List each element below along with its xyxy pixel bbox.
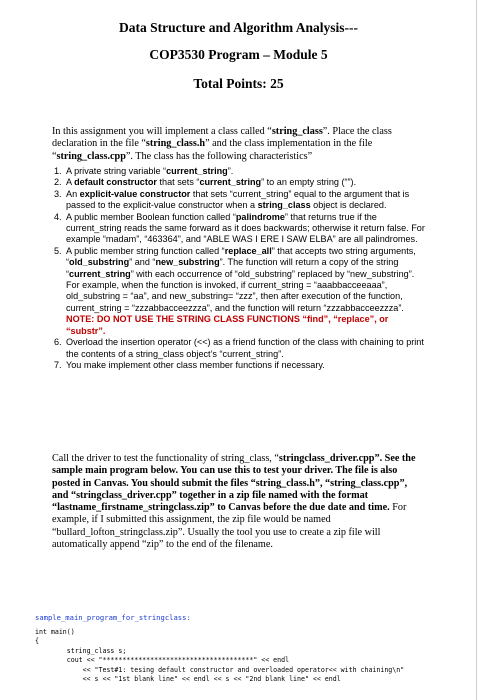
requirement-text: ” and “ [129, 257, 156, 268]
requirement-text: An [66, 188, 80, 199]
requirement-item [54, 360, 430, 371]
code-line: << "Test#1: tesing default constructor and overloaded operator<< with chaining\n" [35, 665, 405, 674]
requirement-number: 7. [54, 359, 62, 370]
requirement-item [54, 189, 430, 212]
requirement-text: You make implement other class member functions if necessary. [66, 359, 325, 370]
requirement-text: that sets “ [156, 177, 200, 188]
requirement-number: 3. [54, 188, 62, 199]
code-block [35, 628, 465, 684]
code-line: { [35, 637, 39, 646]
requirement-item [54, 212, 430, 246]
requirement-text: palindrome [235, 211, 285, 222]
code-line: << s << "1st blank line" << endl << s << "2nd blank line" << endl [35, 675, 341, 684]
requirement-text: new_substring [155, 257, 220, 268]
requirement-number: 4. [54, 211, 62, 222]
requirement-text: ”. The function will return a copy of the string “ [66, 257, 399, 279]
requirement-text: ” that accepts two string arguments, “ [66, 245, 416, 268]
requirement-text: explicit-value constructor [79, 188, 191, 199]
requirement-note: NOTE: DO NOT USE THE STRING CLASS FUNCTIONS “find”, “replace”, or “substr”. [66, 314, 389, 336]
requirement-text: that sets “current_string” equal to the argument that is passed to the explicit-value constructor when a [66, 188, 410, 211]
requirements-list [54, 166, 430, 371]
code-line: int main() [35, 628, 75, 636]
requirement-text: Overload the insertion operator (<<) as a friend function of the class with chaining to print the contents of a string_class object’s “current_string”. [66, 337, 424, 359]
requirement-text: A public member Boolean function called “ [66, 211, 236, 222]
requirement-number: 1. [54, 166, 62, 176]
code-line: string_class s; [35, 646, 127, 655]
requirement-text: default constructor [74, 177, 157, 188]
course-module-title: COP3530 Program – Module 5 [149, 47, 328, 62]
code-line: cout << "**************************************" << endl [35, 656, 290, 665]
requirement-text: A [66, 177, 75, 188]
requirement-text: ” to an empty string (“”). [261, 177, 357, 188]
document-title: Data Structure and Algorithm Analysis--- [118, 20, 358, 35]
requirement-text: current_string [199, 177, 262, 188]
requirement-text: object is declared. [310, 200, 387, 211]
requirement-number: 6. [54, 337, 62, 348]
requirement-item [54, 166, 430, 177]
requirement-text: string_class [257, 200, 311, 211]
requirement-item [54, 337, 430, 360]
driver-paragraph: Call the driver to test the functionality of string_class, “stringclass_driver.cpp”. See the sample main program below. You can use this to test your driver. The file is also posted in Canvas. You should submit the files “string_class.h”, “string_class.cpp”, and “stringclass_driver.cpp” together in a zip file named with the format “lastname_firstname_stringclass.zip” to Canvas before the due date and time. For example, if I submitted this assignment, the zip file would be named “bullard_lofton_stringclass.zip”. Usually the tool you use to create a zip file will automatically append “zip” to the end of the filename. [52, 453, 416, 551]
requirement-text: ” that returns true if the current_string reads the same forward as it does backwards; otherwise it return false. For example “madam”, “463364”, and “ABLE WAS I ERE I SAW ELBA” are all palindromes. [66, 211, 425, 245]
code-label: sample_main_program_for_stringclass: [35, 613, 191, 622]
requirement-text: current_string [69, 268, 131, 279]
requirement-number: 2. [54, 177, 62, 188]
intro-paragraph: In this assignment you will implement a class called “string_class”. Place the class declaration in the file “string_class.h” and the class implementation in the file “string_class.cpp”. The class has the following characteristics” [52, 126, 392, 162]
requirement-text: A public member string function called “ [66, 245, 225, 256]
total-points: Total Points: 25 [193, 76, 284, 91]
requirement-text: ”. [227, 166, 234, 176]
requirement-item [54, 177, 430, 188]
requirement-text: old_substring [69, 257, 130, 268]
requirement-text: A private string variable “ [66, 166, 167, 176]
requirement-text: ” with each occurrence of “old_substring” replaced by “new_substring”. For example, when the function is invoked, if current_string = “aaabbacceeaaa”, old_substring = “aa”, and new_substring= “zzz”, then after execution of the function, current_string = “zzzabbacceezzza”, and the function will return “zzzabbacceezzza”. [66, 268, 415, 313]
requirement-text: replace_all [224, 245, 272, 256]
requirement-item [54, 246, 430, 337]
requirement-number: 5. [54, 245, 62, 256]
requirement-text: current_string [166, 166, 228, 176]
